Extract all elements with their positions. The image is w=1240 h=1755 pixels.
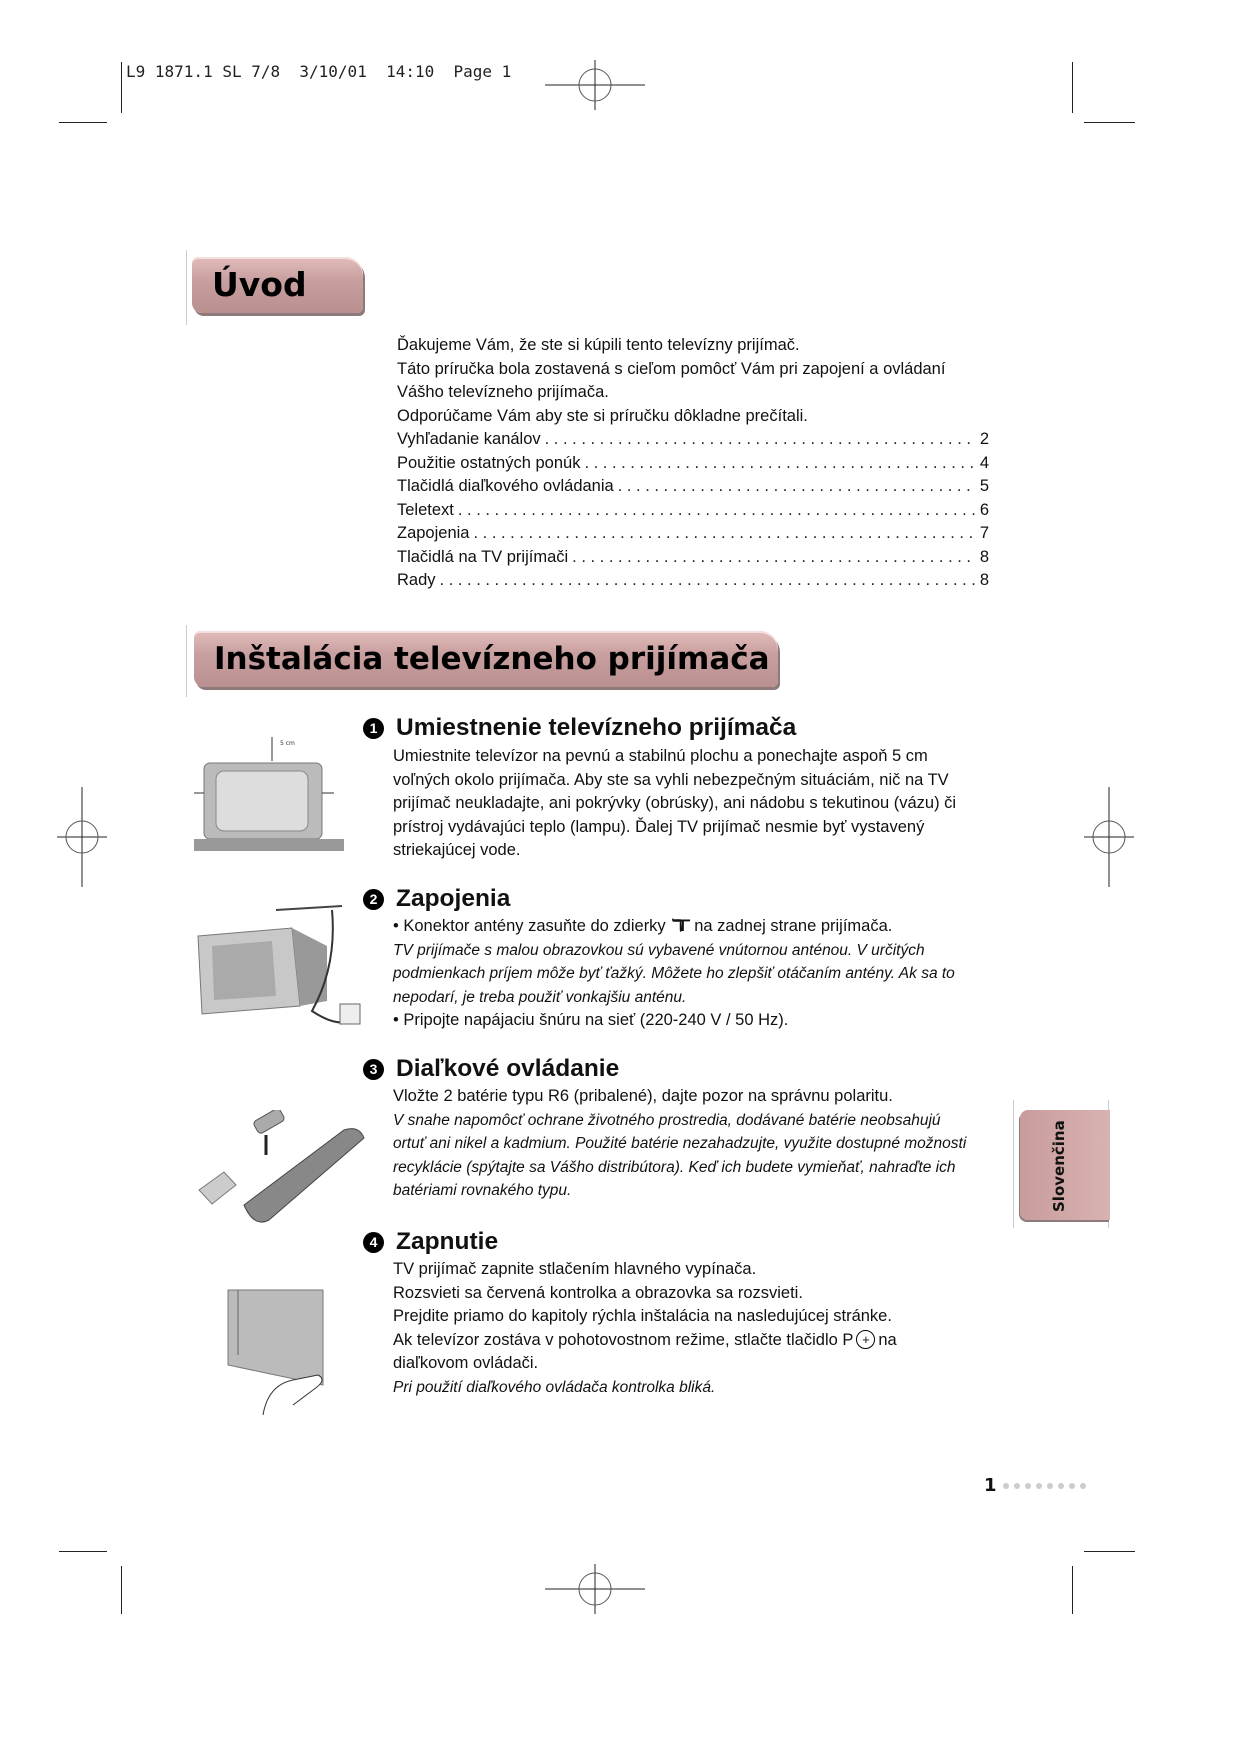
text-line: Ak televízor zostáva v pohotovostnom režime, stlačte tlačidlo P + na (393, 1330, 897, 1349)
page-number: 1 (984, 1475, 997, 1496)
text-line: prijímač neukladajte, ani pokrývky (obrúsky), ani nádobu s tekutinou (vázu) či (393, 794, 957, 812)
section-body (393, 1085, 1003, 1203)
registration-mark-icon (545, 60, 645, 110)
section-heading (363, 1055, 619, 1083)
text-line: • Konektor antény zasuňte do zdierky ℸΓ na zadnej strane prijímača. (393, 915, 1003, 939)
text-line: podmienkach príjem môže byť ťažký. Môžete ho zlepšiť otáčaním antény. Ak sa to (393, 965, 955, 982)
text-line: • Pripojte napájaciu šnúru na sieť (220-240 V / 50 Hz). (393, 1011, 789, 1029)
intro-line: Vášho televízneho prijímača. (397, 383, 609, 401)
antenna-socket-icon: ℸΓ (671, 917, 689, 935)
toc-entry: Použitie ostatných ponúk . . . 4 (397, 452, 989, 476)
intro-heading-banner (192, 257, 363, 313)
intro-text (397, 334, 989, 593)
text-line: Rozsvieti sa červená kontrolka a obrazovka sa rozsvieti. (393, 1283, 803, 1302)
install-heading: Inštalácia televízneho prijímača (214, 641, 770, 677)
remote-batteries-illustration (194, 1110, 368, 1225)
toc-entry: Teletext . . . 6 (397, 499, 989, 523)
install-heading-banner (194, 631, 778, 687)
text-line: diaľkovom ovládači. (393, 1354, 539, 1372)
number-badge: 1 (363, 718, 384, 739)
text-line: voľných okolo prijímača. Aby ste sa vyhli nebezpečným situáciám, nič na TV (393, 770, 949, 789)
section-body (393, 745, 1003, 863)
section-heading (363, 885, 510, 913)
toc-entry: Zapojenia . . . 7 (397, 522, 989, 546)
antenna-connection-illustration (192, 896, 374, 1044)
toc-entry: Tlačidlá diaľkového ovládania . . . 5 (397, 475, 989, 499)
toc-entry: Rady . . . 8 (397, 569, 989, 593)
section-title: Zapnutie (396, 1228, 499, 1255)
text-line: batériami rovnakého typu. (393, 1182, 572, 1199)
text-line: TV prijímače s malou obrazovkou sú vybavené vnútornou anténou. V určitých (393, 941, 925, 959)
text-line: V snahe napomôcť ochrane životného prostredia, dodávané batérie neobsahujú (393, 1111, 941, 1129)
program-plus-button-icon: + (856, 1330, 875, 1349)
number-badge: 4 (363, 1232, 384, 1253)
text-line: prístroj vydávajúci teplo (lampu). Ďalej TV prijímač nesmie byť vystavený (393, 817, 925, 836)
section-title: Zapojenia (396, 885, 511, 912)
text-line: Umiestnite televízor na pevnú a stabilnú plochu a ponechajte aspoň 5 cm (393, 747, 928, 765)
language-tab-label: Slovenčina (1050, 1120, 1068, 1212)
toc-entry: Tlačidlá na TV prijímači . . . 8 (397, 546, 989, 570)
intro-line: Táto príručka bola zostavená s cieľom pomôcť Vám pri zapojení a ovládaní (397, 359, 946, 378)
toc-entry: Vyhľadanie kanálov . . . 2 (397, 428, 989, 452)
intro-line: Ďakujeme Vám, že ste si kúpili tento televízny prijímač. (397, 336, 800, 354)
section-body (393, 915, 1003, 1033)
text-line: nepodarí, je treba použiť vonkajšiu anténu. (393, 988, 687, 1006)
number-badge: 2 (363, 889, 384, 910)
text-line: striekajúcej vode. (393, 841, 521, 859)
intro-heading: Úvod (212, 265, 307, 304)
tv-placement-illustration (194, 733, 346, 853)
text-line: Prejdite priamo do kapitoly rýchla inštalácia na nasledujúcej stránke. (393, 1307, 892, 1325)
page-dots-decoration (1003, 1483, 1086, 1489)
svg-text:5 cm: 5 cm (280, 740, 295, 747)
registration-mark-icon (545, 1564, 645, 1614)
intro-line: Odporúčame Vám aby ste si príručku dôkladne prečítali. (397, 406, 808, 425)
text-line: Pri použití diaľkového ovládača kontrolka bliká. (393, 1378, 716, 1396)
section-title: Umiestnenie televízneho prijímača (396, 714, 797, 741)
registration-mark-icon (57, 787, 107, 887)
section-body (393, 1258, 1003, 1399)
language-tab (1020, 1110, 1110, 1220)
registration-mark-icon (1084, 787, 1134, 887)
text-line: Vložte 2 batérie typu R6 (pribalené), dajte pozor na správnu polaritu. (393, 1087, 893, 1105)
section-heading (363, 1228, 498, 1256)
power-switch-hand-illustration (223, 1285, 339, 1421)
section-title: Diaľkové ovládanie (396, 1055, 620, 1082)
number-badge: 3 (363, 1059, 384, 1080)
print-slug: L9 1871.1 SL 7/8 3/10/01 14:10 Page 1 (126, 62, 512, 81)
text-line: ortuť ani nikel a kadmium. Použité batérie nezahadzujte, využite dostupné možnosti (393, 1135, 967, 1152)
text-line: TV prijímač zapnite stlačením hlavného vypínača. (393, 1260, 757, 1278)
section-heading (363, 714, 796, 742)
text-line: recyklácie (spýtajte sa Vášho distribútora). Keď ich budete vymieňať, nahraďte ich (393, 1158, 956, 1176)
